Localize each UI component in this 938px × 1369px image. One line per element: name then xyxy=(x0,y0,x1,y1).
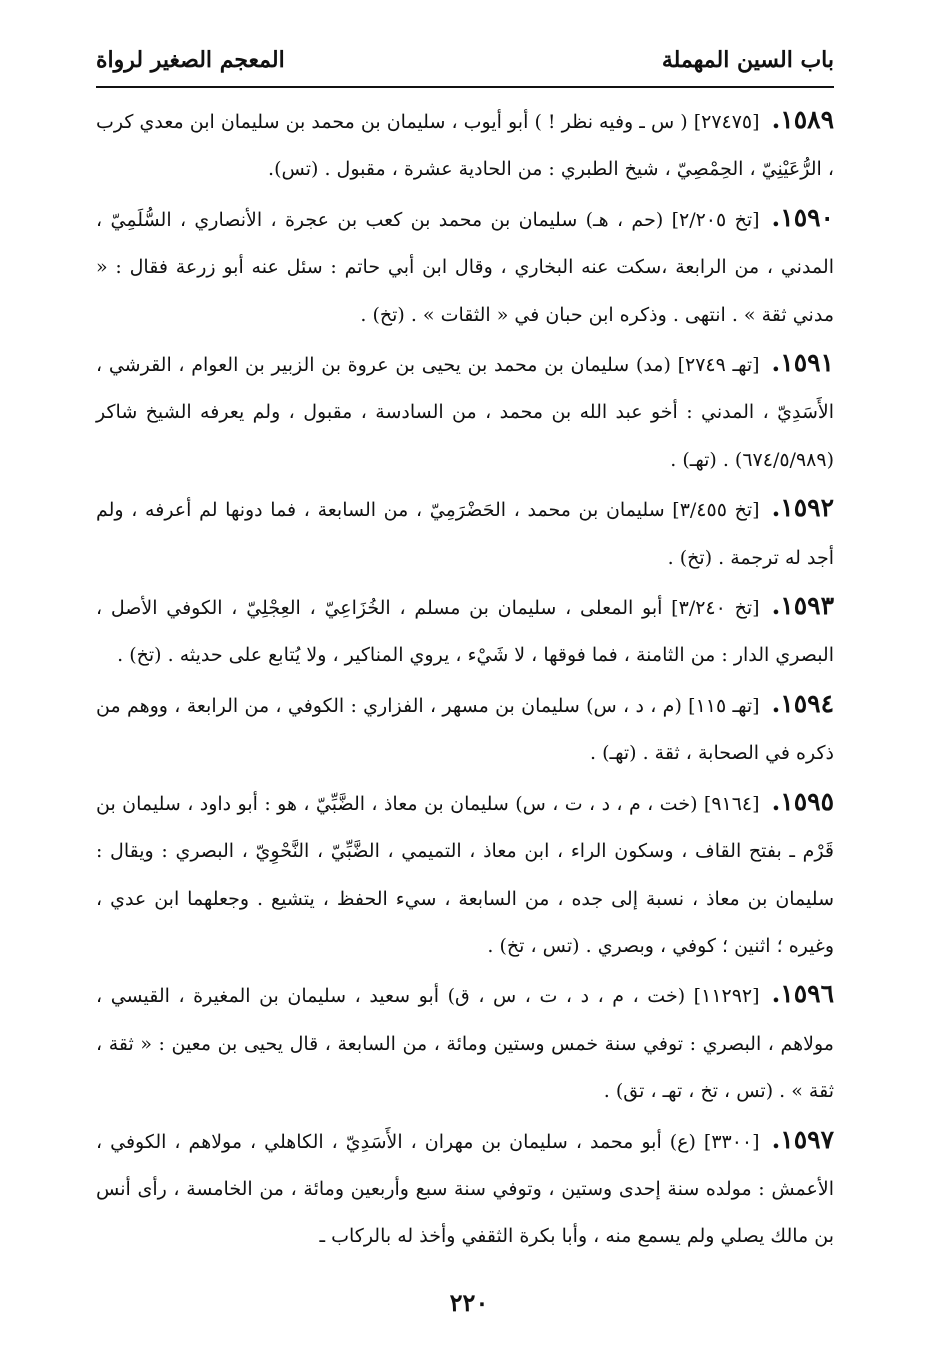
entry-text: [١١٢٩٢] (خت ، م ، د ، ت ، س ، ق) أبو سعيد ، سليمان بن المغيرة ، القيسي ، مولاهم ، البصري : توفي سنة خمس وستين ومائة ، من السابعة ، قال يحيى بن معين : « ثقة ، ثقة » . (تس ، تخ ، تهـ ، تق) . xyxy=(96,985,834,1103)
entry-number: ١٥٩٦. xyxy=(771,979,834,1009)
header-book-title: المعجم الصغير لرواة xyxy=(96,47,285,73)
entry-number: ١٥٩٠. xyxy=(771,202,834,232)
entry-number: ١٥٨٩. xyxy=(771,105,834,134)
entry-text: [تخ ٣/٢٤٠] أبو المعلى ، سليمان بن مسلم ، الخُزَاعِيّ ، العِجْلِيّ ، الكوفي الأصل ، البصري الدار : من الثامنة ، فما فوقها ، لا شَيْء ، يروي المناكير ، ولا يُتابع على حديثه . (تخ) . xyxy=(96,597,834,667)
entry-1597 xyxy=(96,1116,834,1261)
entry-text: [تخ ٣/٤٥٥] سليمان بن محمد ، الحَضْرَمِيّ ، من السابعة ، فما دونها لم أعرفه ، ولم أجد له ترجمة . (تخ) . xyxy=(96,499,834,569)
entry-text: [تهـ ١١٥] (م ، د ، س) سليمان بن مسهر ، الفزاري : الكوفي ، من الرابعة ، ووهم من ذكره في الصحابة ، ثقة . (تهـ) . xyxy=(96,694,834,765)
entry-text: [تهـ ٢٧٤٩] (مد) سليمان بن محمد بن يحيى بن عروة بن الزبير بن العوام ، القرشي ، الأَسَدِيّ ، المدني : أخو عبد الله بن محمد ، من السادسة ، مقبول ، ولم يعرفه الشيخ شاكر (٦٧٤/٥/٩٨٩) . (تهـ) . xyxy=(96,354,834,471)
entry-text: [٩١٦٤] (خت ، م ، د ، ت ، س) سليمان بن معاذ ، الضَّبِّيّ ، هو : أبو داود ، سليمان بن قَرْم ـ بفتح القاف ، وسكون الراء ، ابن معاذ ، التميمي ، الضَّبِّيّ ، النَّحْوِيّ ، البصري : ويقال : سليمان بن معاذ ، نسبة إلى جده ، من السابعة ، سيء الحفظ ، يتشيع . وجعلهما ابن عدي ، وغيره ؛ اثنين ؛ كوفي ، وبصري . (تس ، تخ) . xyxy=(96,792,834,957)
header-chapter-title: باب السين المهملة xyxy=(661,47,834,73)
entry-1596 xyxy=(96,970,834,1115)
entry-1590 xyxy=(96,194,834,339)
entry-text: [٢٧٤٧٥] ( س ـ وفيه نظر ! ) أبو أيوب ، سليمان بن محمد بن سليمان ابن معدي كرب ، الرُّعَيْنِيّ ، الحِمْصِيّ ، شيخ الطبري : من الحادية عشرة ، مقبول . (تس). xyxy=(96,111,834,181)
entry-number: ١٥٩١. xyxy=(771,348,834,378)
entry-number: ١٥٩٧. xyxy=(771,1124,834,1154)
entry-number: ١٥٩٢. xyxy=(771,493,834,523)
entry-1592 xyxy=(96,484,834,582)
entry-1591 xyxy=(96,339,834,484)
entry-1594 xyxy=(96,680,834,778)
header-divider xyxy=(96,86,834,88)
entry-1593 xyxy=(96,582,834,680)
entry-text: [٣٣٠٠] (ع) أبو محمد ، سليمان بن مهران ، الأَسَدِيّ ، الكاهلي ، مولاهم ، الكوفي ، الأعمش : مولده سنة إحدى وستين ، وتوفي سنة سبع وأربعين ومائة ، من الخامسة ، رأى أنس بن مالك يصلي ولم يسمع منه ، وأبا بكرة الثقفي وأخذ له بالركاب ـ xyxy=(96,1130,834,1248)
entry-number: ١٥٩٣. xyxy=(771,591,834,621)
entry-number: ١٥٩٥. xyxy=(771,786,834,816)
entries-list xyxy=(96,96,834,1261)
entry-text: [تخ ٢/٢٠٥] (حم ، هـ) سليمان بن محمد بن كعب بن عجرة ، الأنصاري ، السُّلَمِيّ ، المدني ، من الرابعة ،سكت عنه البخاري ، وقال ابن أبي حاتم : سئل عنه أبو زرعة فقال : « مدني ثقة » . انتهى . وذكره ابن حبان في « الثقات » . (تخ) . xyxy=(96,208,834,326)
running-header xyxy=(96,38,834,82)
entry-1595 xyxy=(96,778,834,971)
page-number: ٢٢٠ xyxy=(449,1288,489,1317)
entry-1589 xyxy=(96,96,834,194)
entry-number: ١٥٩٤. xyxy=(771,688,834,718)
